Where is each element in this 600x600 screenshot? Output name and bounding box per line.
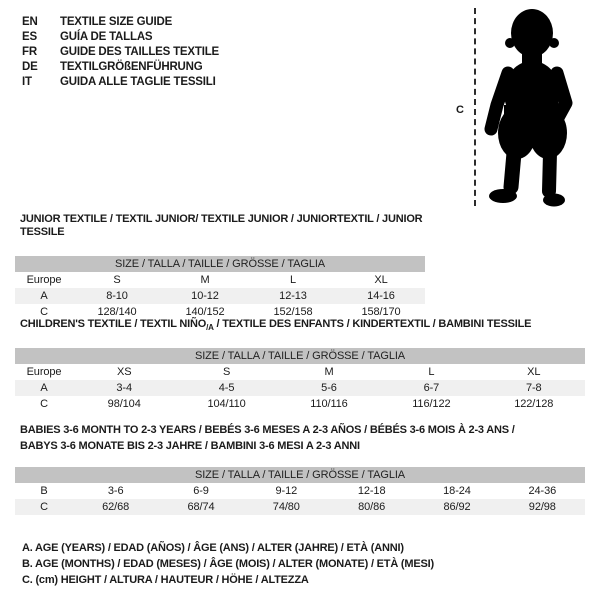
- row-label: C: [40, 398, 48, 411]
- table-cell: 4-5: [175, 380, 277, 396]
- size-header-label: SIZE / TALLA / TAILLE / GRÖSSE / TAGLIA: [15, 256, 425, 272]
- row-label: C: [40, 306, 48, 319]
- table-cell: 9-12: [275, 485, 298, 498]
- language-row: [22, 60, 219, 75]
- language-title: GUÍA DE TALLAS: [60, 31, 153, 43]
- table-title: CHILDREN'S TEXTILE / TEXTIL $NIÑO_{/A}$ / TEXTILE DES ENFANTS / KINDERTEXTIL / BAMBINI TESSILE: [20, 318, 532, 333]
- table-cell: XS: [116, 366, 132, 379]
- table-cell: 6-7: [380, 380, 482, 396]
- table-row: [15, 380, 585, 396]
- table-cell: 68/74: [158, 499, 243, 515]
- language-row: [22, 45, 219, 60]
- table-cell: 12-13: [249, 288, 337, 304]
- table-cell: L: [428, 366, 435, 379]
- language-list: [22, 15, 219, 90]
- table-row: [15, 499, 585, 515]
- language-title: GUIDA ALLE TAGLIE TESSILI: [60, 76, 216, 88]
- table-cell: M: [324, 366, 334, 379]
- table-cell: 152/158: [273, 306, 313, 319]
- children-textile-table: [15, 348, 585, 412]
- language-row: [22, 30, 219, 45]
- table-title: BABIES 3-6 MONTH TO 2-3 YEARS / BEBÉS 3-6 MESES A 2-3 AÑOS / BÉBÉS 3-6 MOIS À 2-3 ANS /: [20, 424, 515, 436]
- table-cell: 140/152: [185, 306, 225, 319]
- size-header-label: SIZE / TALLA / TAILLE / GRÖSSE / TAGLIA: [15, 348, 585, 364]
- table-cell: 62/68: [73, 499, 158, 515]
- size-header-label: SIZE / TALLA / TAILLE / GRÖSSE / TAGLIA: [15, 467, 585, 483]
- row-label: A: [15, 380, 73, 396]
- language-title: TEXTILE SIZE GUIDE: [60, 16, 173, 28]
- table-cell: 86/92: [414, 499, 499, 515]
- footnotes: [22, 540, 434, 588]
- table-cell: 7-8: [483, 380, 585, 396]
- language-row: [22, 75, 219, 90]
- junior-textile-table: [15, 256, 425, 320]
- size-table-section-1: [15, 213, 425, 320]
- size-header-row: [15, 256, 425, 272]
- baby-figure: [440, 0, 600, 215]
- language-code: ES: [22, 31, 37, 43]
- language-code: IT: [22, 76, 32, 88]
- language-title: GUIDE DES TAILLES TEXTILE: [60, 46, 219, 58]
- table-cell: S: [113, 274, 121, 287]
- table-cell: M: [200, 274, 210, 287]
- table-cell: 98/104: [107, 398, 141, 411]
- row-label: C: [15, 499, 73, 515]
- table-cell: 14-16: [337, 288, 425, 304]
- footnote: A. AGE (YEARS) / EDAD (AÑOS) / ÂGE (ANS) / ALTER (JAHRE) / ETÀ (ANNI): [22, 542, 404, 554]
- table-cell: 104/110: [207, 398, 246, 411]
- table-cell: 116/122: [412, 398, 451, 411]
- height-dashed-line: [474, 8, 476, 206]
- footnote: C. (cm) HEIGHT / ALTURA / HAUTEUR / HÖHE / ALTEZZA: [22, 574, 309, 586]
- height-c-label: C: [456, 104, 464, 116]
- language-row: [22, 15, 219, 30]
- table-cell: 74/80: [244, 499, 329, 515]
- table-cell: 8-10: [73, 288, 161, 304]
- footnote: B. AGE (MONTHS) / EDAD (MESES) / ÂGE (MOIS) / ALTER (MONATE) / ETÀ (MESI): [22, 558, 434, 570]
- size-table-section-3: [15, 424, 585, 515]
- row-label: Europe: [26, 366, 62, 379]
- table-cell: 6-9: [193, 485, 209, 498]
- table-cell: 3-6: [107, 485, 124, 498]
- language-title: TEXTILGRÖßENFÜHRUNG: [60, 61, 203, 73]
- table-cell: 5-6: [278, 380, 380, 396]
- table-cell: S: [222, 366, 231, 379]
- table-cell: 80/86: [329, 499, 414, 515]
- size-header-row: [15, 467, 585, 483]
- table-cell: 122/128: [514, 398, 554, 411]
- table-cell: L: [289, 274, 297, 287]
- size-header-row: [15, 348, 585, 364]
- table-title: JUNIOR TEXTILE / TEXTIL JUNIOR/ TEXTILE JUNIOR / JUNIORTEXTIL / JUNIOR TESSILE: [20, 213, 423, 238]
- table-cell: 18-24: [443, 485, 471, 498]
- table-cell: XL: [374, 274, 388, 287]
- language-code: FR: [22, 46, 37, 58]
- language-code: DE: [22, 61, 38, 73]
- table-cell: 3-4: [73, 380, 175, 396]
- language-code: EN: [22, 16, 38, 28]
- table-title-line2: BABYS 3-6 MONATE BIS 2-3 JAHRE / BAMBINI 3-6 MESI A 2-3 ANNI: [20, 440, 360, 453]
- row-label: Europe: [26, 274, 62, 287]
- row-label: B: [40, 485, 48, 498]
- table-cell: 10-12: [161, 288, 249, 304]
- table-row: [15, 288, 425, 304]
- table-cell: 92/98: [500, 499, 585, 515]
- table-cell: 110/116: [310, 398, 348, 411]
- table-cell: 24-36: [528, 485, 557, 498]
- table-row: [15, 272, 425, 288]
- table-row: [15, 396, 585, 412]
- table-row: [15, 483, 585, 499]
- size-table-section-2: [15, 318, 585, 412]
- babies-textile-table: [15, 467, 585, 515]
- table-cell: 158/170: [361, 306, 401, 319]
- baby-silhouette-icon: [480, 5, 595, 211]
- table-row: [15, 364, 585, 380]
- row-label: A: [15, 288, 73, 304]
- table-cell: 128/140: [97, 306, 137, 319]
- table-cell: XL: [527, 366, 541, 379]
- table-cell: 12-18: [357, 485, 386, 498]
